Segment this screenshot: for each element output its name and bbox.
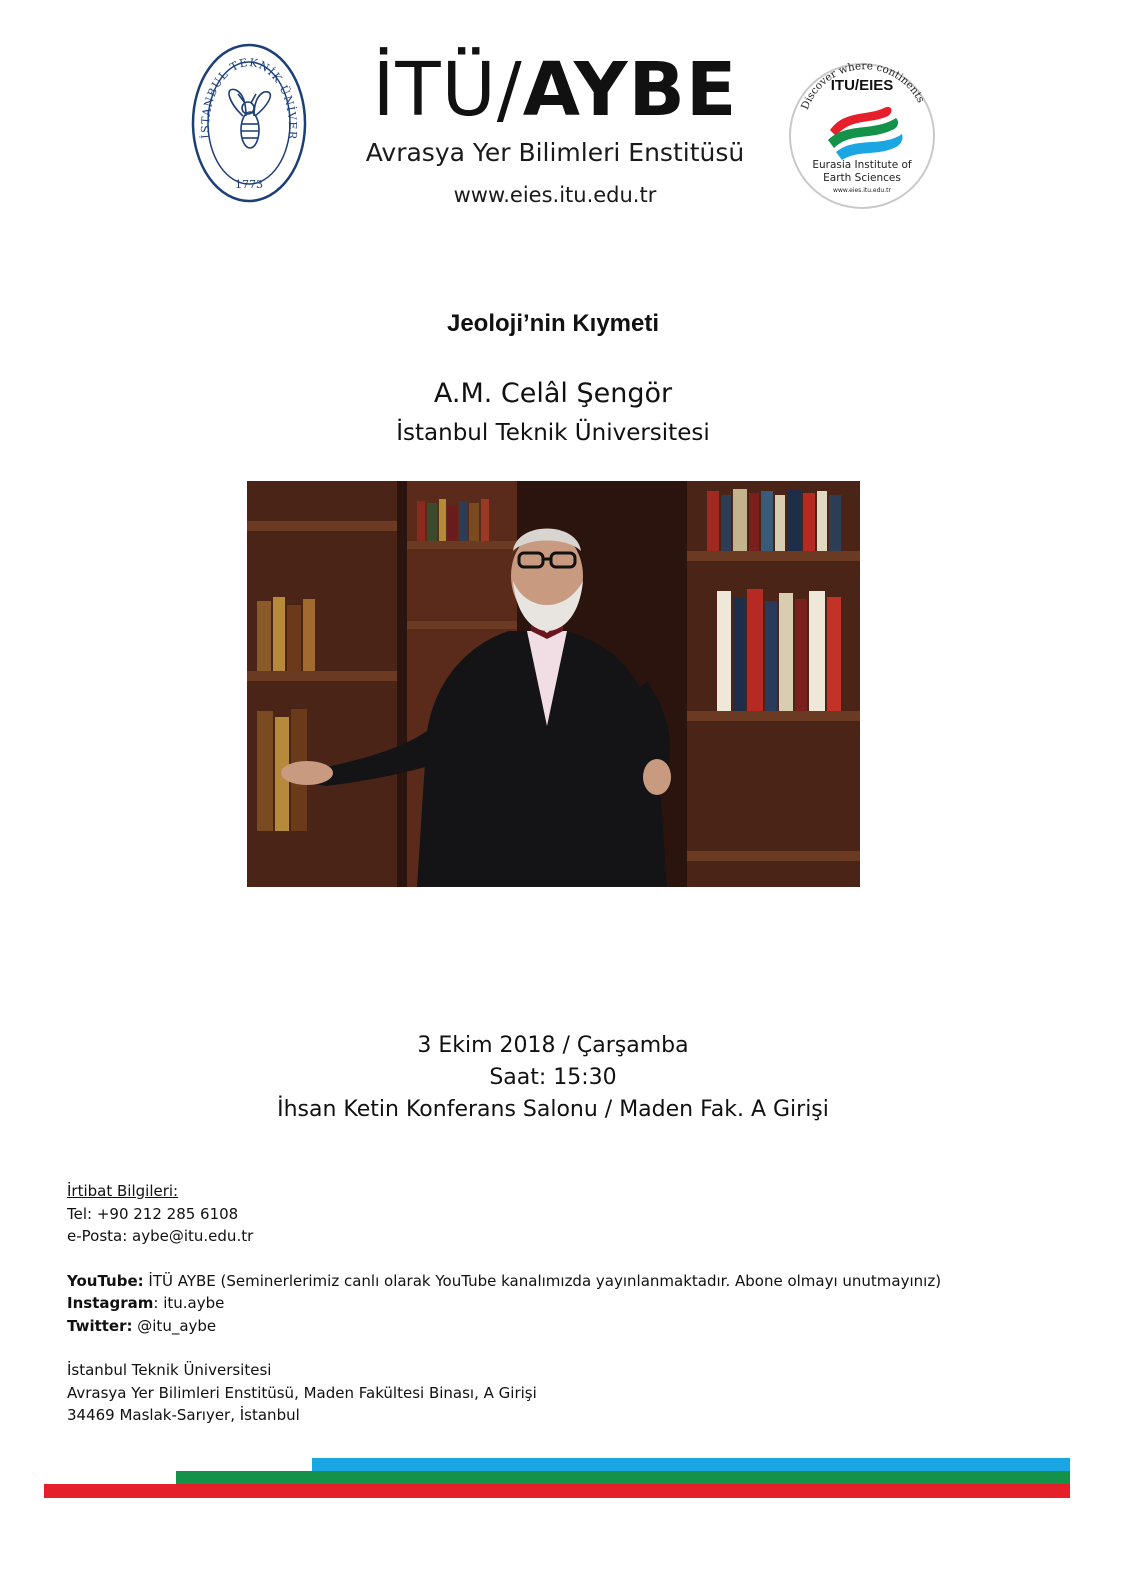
event-info [0,1030,1106,1126]
speaker-name: A.M. Celâl Şengör [433,378,673,409]
brand-block [330,48,780,210]
footer-stripe-green [176,1471,1070,1485]
header [0,0,1124,240]
svg-text:Discover where continents meet: Discover where continents [799,60,927,112]
brand-title [330,48,780,132]
talk-title: Jeoloji’nin Kıymeti [446,310,660,337]
youtube-line [67,1270,1067,1293]
twitter-value[interactable]: @itu_aybe [132,1316,217,1335]
instagram-label: Instagram [67,1294,154,1312]
twitter-line [67,1315,1067,1338]
event-date: 3 Ekim 2018 / Çarşamba [417,1033,689,1058]
speaker-affiliation: İstanbul Teknik Üniversitesi [396,420,710,446]
contact-info [67,1180,1067,1427]
contact-email[interactable]: e-Posta: aybe@itu.edu.tr [67,1227,254,1245]
svg-text:ITU/EIES: ITU/EIES [830,77,894,94]
brand-title-bold: AYBE [522,47,738,133]
itu-seal-icon [190,42,308,204]
instagram-line [67,1292,1067,1315]
event-venue: İhsan Ketin Konferans Salonu / Maden Fak. A Girişi [277,1097,829,1122]
address-line-1: İstanbul Teknik Üniversitesi [67,1361,272,1379]
website-link[interactable]: www.eies.itu.edu.tr [453,183,657,207]
svg-text:Earth Sciences: Earth Sciences [823,172,901,184]
twitter-label: Twitter: [67,1316,133,1335]
speaker-photo [247,481,860,887]
footer-stripe-red [44,1484,1070,1498]
footer-stripe-blue [312,1458,1070,1472]
instagram-value[interactable]: : itu.aybe [153,1294,225,1312]
event-time: Saat: 15:30 [489,1065,617,1090]
eies-logo-icon [784,54,940,210]
contact-tel: Tel: +90 212 285 6108 [67,1204,239,1223]
svg-text:www.eies.itu.edu.tr: www.eies.itu.edu.tr [833,187,891,194]
brand-title-light: İTÜ/ [372,47,523,133]
youtube-value[interactable]: İTÜ AYBE (Seminerlerimiz canlı olarak YouTube kanalımızda yayınlanmaktadır. Abone olmayı unutmayınız) [143,1271,942,1290]
svg-text:İSTANBUL TEKNİK ÜNİVERSİTESİ: İSTANBUL TEKNİK ÜNİVER [198,55,300,141]
address-line-2: Avrasya Yer Bilimleri Enstitüsü, Maden Fakültesi Binası, A Girişi [67,1383,537,1402]
svg-text:Eurasia Institute of: Eurasia Institute of [812,159,912,171]
youtube-label: YouTube: [67,1271,144,1290]
svg-text:1773: 1773 [235,178,263,191]
contact-heading: İrtibat Bilgileri: [67,1182,179,1200]
brand-subtitle: Avrasya Yer Bilimleri Enstitüsü [365,138,745,167]
address-line-3: 34469 Maslak-Sarıyer, İstanbul [67,1406,300,1424]
